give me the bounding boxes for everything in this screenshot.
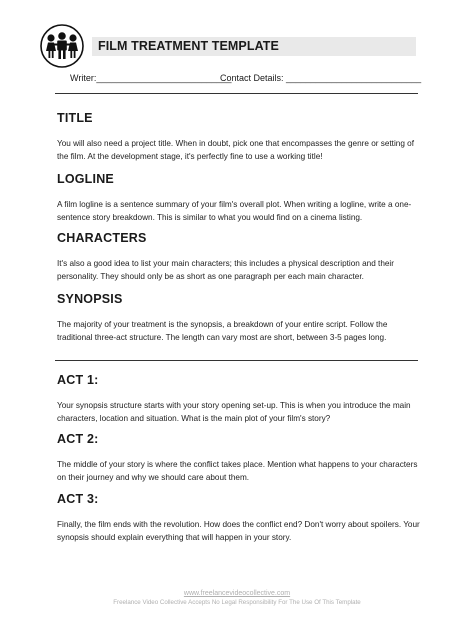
section-heading: SYNOPSIS (57, 292, 123, 306)
section-body: The majority of your treatment is the synopsis, a breakdown of your entire script. Follow the traditional three-act structure. The length can vary most are short, between 3-5 pages long. (57, 320, 388, 342)
page-title: FILM TREATMENT TEMPLATE (98, 39, 279, 53)
section-heading: ACT 3: (57, 492, 99, 506)
writer-field[interactable]: Writer:___________________________ (70, 73, 232, 83)
section-characters (57, 231, 422, 283)
section-act-1 (57, 373, 422, 425)
section-body: It's also a good idea to list your main characters; this includes a physical description and their personality. They should only be as short as one paragraph per each main character. (57, 259, 394, 281)
section-title (57, 111, 422, 163)
header-divider (55, 93, 418, 94)
section-logline (57, 172, 422, 224)
people-group-logo-icon (40, 24, 84, 68)
footer-url-link[interactable]: www.freelancevideocollective.com (183, 590, 291, 597)
section-synopsis (57, 292, 422, 344)
section-body: A film logline is a sentence summary of your film's overall plot. When writing a logline, write a one-sentence story breakdown. This is similar to what you would find on a cinema listing. (57, 200, 412, 222)
footer-disclaimer: Freelance Video Collective Accepts No Legal Responsibility For The Use Of This Template (113, 599, 361, 606)
synopsis-divider (55, 360, 418, 361)
section-heading: CHARACTERS (57, 231, 147, 245)
section-body: The middle of your story is where the conflict takes place. Mention what happens to your characters on their journey and why we should care about them. (57, 460, 418, 482)
section-heading: ACT 2: (57, 432, 99, 446)
section-heading: LOGLINE (57, 172, 114, 186)
section-act-3 (57, 492, 422, 544)
title-bar (92, 37, 416, 56)
section-body: Your synopsis structure starts with your story opening set-up. This is when you introduce the main characters, location and situation. What is the main plot of your film's story? (57, 401, 411, 423)
section-heading: ACT 1: (57, 373, 99, 387)
section-body: Finally, the film ends with the revolution. How does the conflict end? Don't worry about spoilers. Your synopsis should explain everything that will happen in your story. (57, 520, 420, 542)
contact-details-field[interactable]: Contact Details: ___________________________ (220, 73, 422, 83)
section-body: You will also need a project title. When in doubt, pick one that encompasses the genre or setting of the film. At the development stage, it's perfectly fine to use a working title! (57, 139, 414, 161)
section-act-2 (57, 432, 422, 484)
section-heading: TITLE (57, 111, 93, 125)
